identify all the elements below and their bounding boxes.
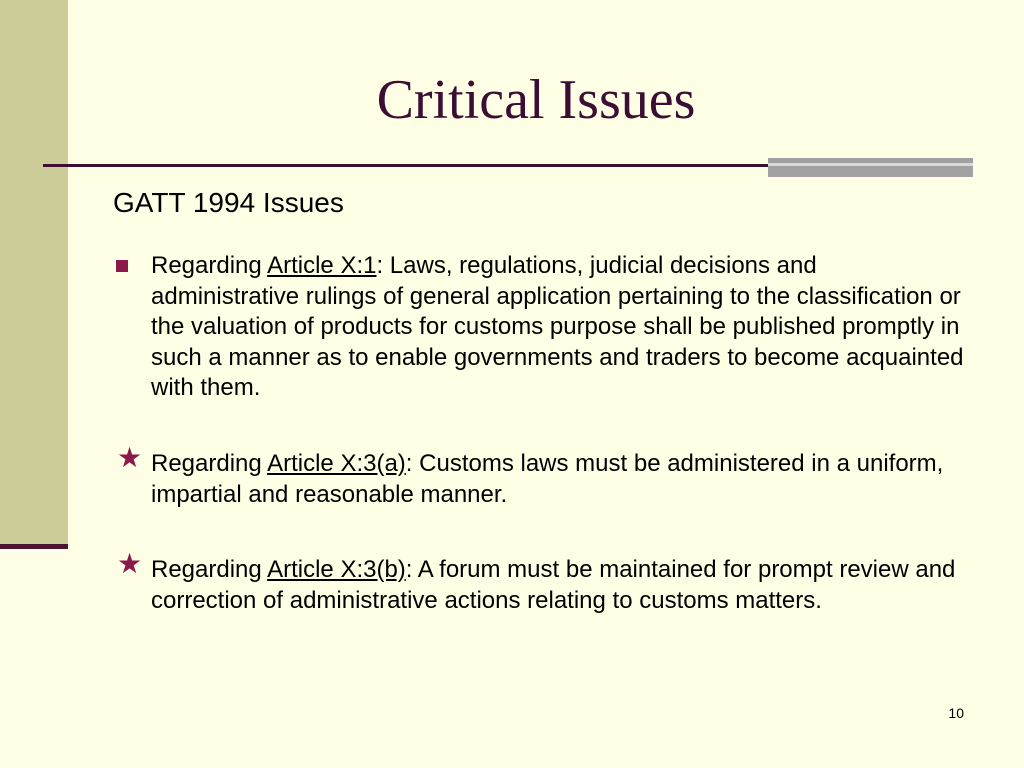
star-icon: ★: [117, 547, 143, 580]
page-number: 10: [948, 705, 964, 721]
bullet-body: : A forum must be maintained for prompt review and correction of administrative actions relating to customs matters.: [151, 556, 956, 614]
bullet-prefix: Regarding: [151, 252, 268, 279]
article-link[interactable]: Article X:1: [267, 252, 377, 279]
bullet-text: [151, 555, 970, 616]
article-link[interactable]: Article X:3(a): [267, 450, 406, 477]
left-decorative-band: [0, 0, 68, 544]
bullet-prefix: Regarding: [151, 556, 268, 583]
bullet-body: : Laws, regulations, judicial decisions and administrative rulings of general application pertaining to the classification or the valuation of products for customs purpose shall be published promptly in such a manner as to enable governments and traders to become acquainted with them.: [151, 252, 964, 401]
article-link[interactable]: Article X:3(b): [267, 556, 406, 583]
title-accent-bars: [768, 158, 973, 178]
slide-title: Critical Issues: [376, 69, 696, 131]
bullet-text: [151, 449, 970, 510]
bullet-article-x1: [110, 251, 970, 404]
accent-bar-bottom: [768, 166, 973, 177]
square-bullet-icon: [116, 260, 128, 272]
star-icon: ★: [117, 441, 143, 474]
left-band-underline: [0, 544, 68, 549]
bullet-body: : Customs laws must be administered in a uniform, impartial and reasonable manner.: [151, 450, 944, 508]
slide-subheading: GATT 1994 Issues: [113, 187, 344, 218]
bullet-article-x3b: [110, 547, 970, 616]
bullet-text: [151, 251, 970, 404]
bullet-prefix: Regarding: [151, 450, 268, 477]
bullet-article-x3a: [110, 441, 970, 510]
title-divider: [43, 164, 773, 167]
